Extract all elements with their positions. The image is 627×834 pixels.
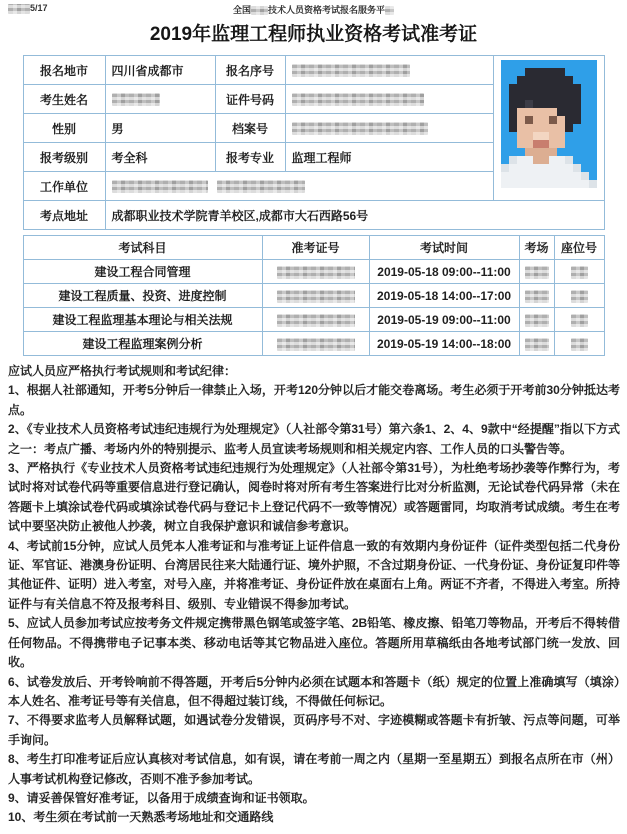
rule-item: 3、严格执行《专业技术人员资格考试违纪违规行为处理规定》（人社部令第31号），为杜绝考场抄袭等作弊行为，考试时将对试卷代码等重要信息进行登记确认，阅卷时将对所有考生答案进行比对分析监测，无论试卷代码异常（未在答题卡上填涂试卷代码或填涂试卷代码与登记卡上登记代码不一致等情况）或答题雷同，均取消考试成绩。考生在考试中要坚决防止被他人抄袭，树立自我保护意识和诚信参考意识。 (8, 461, 621, 534)
seat-no (554, 308, 604, 332)
platform-name (0, 3, 627, 16)
seat-no (554, 260, 604, 284)
room-no (519, 284, 554, 308)
redacted-file-no (292, 122, 428, 135)
exam-time: 2019-05-19 09:00--11:00 (369, 308, 519, 332)
candidate-name-label: 考生姓名 (23, 85, 105, 114)
ticket-no (262, 284, 369, 308)
applicant-photo (501, 60, 597, 188)
redacted-room (525, 338, 549, 351)
rule-item: 10、考生须在考试前一天熟悉考场地址和交通路线 (8, 810, 274, 825)
file-no-label: 档案号 (215, 114, 285, 143)
reg-no-value (285, 56, 493, 85)
rules-intro: 应试人员应严格执行考试规则和考试纪律： (8, 364, 237, 378)
ticket-no (262, 332, 369, 356)
seat-no (554, 332, 604, 356)
room-no (519, 308, 554, 332)
candidate-name-value (105, 85, 215, 114)
print-header (0, 0, 627, 14)
platform-name-part2: 技术人员资格考试报名服务平 (268, 5, 386, 15)
col-time: 考试时间 (369, 236, 519, 260)
seat-no (554, 284, 604, 308)
print-date-text: 5/17 (30, 3, 48, 13)
redacted-ticket-no (277, 266, 355, 279)
employer-value (105, 172, 493, 201)
redacted-seat (571, 266, 588, 279)
rule-item: 4、考试前15分钟，应试人员凭本人准考证和与准考证上证件信息一致的有效期内身份证件（证件类型包括二代身份证、军官证、港澳身份证明、台湾居民往来大陆通行证、境外护照，不含过期身份证、一代身份证、身份证复印件等其他证件、证明）进入考室，对号入座，并将准考证、身份证件放在桌面右上角。两证不齐者，不得进入考室。所持证件与有关信息不符及报考科目、级别、专业错误不得参加考试。 (8, 538, 621, 611)
platform-name-part1: 全国 (232, 5, 251, 15)
reg-city-label: 报名地市 (23, 56, 105, 85)
gender-value: 男 (105, 114, 215, 143)
exam-schedule-table (23, 235, 605, 356)
level-label: 报考级别 (23, 143, 105, 172)
exam-rules (8, 362, 620, 828)
subject: 建设工程质量、投资、进度控制 (23, 284, 262, 308)
room-no (519, 332, 554, 356)
info-table (23, 55, 605, 230)
page-title: 2019年监理工程师执业资格考试准考证 (149, 24, 478, 45)
col-seat: 座位号 (554, 236, 604, 260)
reg-no-label: 报名序号 (215, 56, 285, 85)
exam-row-1 (23, 260, 604, 284)
redacted-ticket-no (277, 338, 355, 351)
exam-time: 2019-05-19 14:00--18:00 (369, 332, 519, 356)
major-label: 报考专业 (215, 143, 285, 172)
rule-item: 6、试卷发放后、开考铃响前不得答题，开考后5分钟内必须在试题本和答题卡（纸）规定的位置上准确填写（填涂）本人姓名、准考证号等有关信息，但不得超过装订线，不得做任何标记。 (8, 674, 620, 708)
redacted-employer-2 (217, 180, 305, 193)
col-subject: 考试科目 (23, 236, 262, 260)
redacted-reg-no (292, 64, 410, 77)
col-room: 考场 (519, 236, 554, 260)
rule-item: 2、《专业技术人员资格考试违纪违规行为处理规定》（人社部令第31号）第六条1、2、4、9款中“经提醒”指以下方式之一：考点广播、考场内外的特别提示、监考人员宣读考场规则和相关规定内容、工作人员的口头警告等。 (8, 422, 620, 456)
subject: 建设工程合同管理 (23, 260, 262, 284)
id-no-label: 证件号码 (215, 85, 285, 114)
exam-time: 2019-05-18 14:00--17:00 (369, 284, 519, 308)
redacted-employer-1 (112, 180, 208, 193)
exam-row-3 (23, 308, 604, 332)
redacted-seat (571, 338, 588, 351)
redacted-room (525, 290, 549, 303)
rule-item: 5、应试人员参加考试应按考务文件规定携带黑色钢笔或签字笔、2B铅笔、橡皮擦、铅笔刀等物品，开考后不得转借任何物品。不得携带电子记事本类、移动电话等其它物品进入座位。答题所用草稿纸由各地考试部门统一发放、回收。 (8, 616, 620, 670)
ticket-no (262, 260, 369, 284)
info-row-reg-city (23, 56, 604, 85)
reg-city-value: 四川省成都市 (105, 56, 215, 85)
redacted-room (525, 314, 549, 327)
room-no (519, 260, 554, 284)
redacted-platform-word (251, 6, 268, 15)
redacted-seat (571, 290, 588, 303)
rule-item: 1、根据人社部通知，开考5分钟后一律禁止入场，开考120分钟以后才能交卷离场。考生必须于开考前30分钟抵达考点。 (8, 383, 620, 417)
rule-item: 9、请妥善保管好准考证，以备用于成绩查询和证书领取。 (8, 790, 315, 805)
employer-label: 工作单位 (23, 172, 105, 201)
file-no-value (285, 114, 493, 143)
redacted-ticket-no (277, 290, 355, 303)
redacted-ticket-no (277, 314, 355, 327)
major-value: 监理工程师 (285, 143, 493, 172)
site-label: 考点地址 (23, 201, 105, 230)
rule-item: 7、不得要求监考人员解释试题，如遇试卷分发错误，页码序号不对、字迹模糊或答题卡有折皱、污点等问题，可举手询问。 (8, 713, 620, 747)
redacted-room (525, 266, 549, 279)
exam-row-2 (23, 284, 604, 308)
redacted-name (112, 93, 160, 106)
gender-label: 性别 (23, 114, 105, 143)
subject: 建设工程监理基本理论与相关法规 (23, 308, 262, 332)
redacted-platform-tail (385, 6, 394, 15)
exam-time: 2019-05-18 09:00--11:00 (369, 260, 519, 284)
id-no-value (285, 85, 493, 114)
exam-row-4 (23, 332, 604, 356)
exam-header-row (23, 236, 604, 260)
col-ticket-no: 准考证号 (262, 236, 369, 260)
info-row-site (23, 201, 604, 230)
redacted-seat (571, 314, 588, 327)
level-value: 考全科 (105, 143, 215, 172)
photo-cell (493, 56, 604, 201)
redacted-id-no (292, 93, 424, 106)
rule-item: 8、考生打印准考证后应认真核对考试信息，如有误，请在考前一周之内（星期一至星期五）到报名点所在市（州）人事考试机构登记修改，否则不准予参加考试。 (8, 752, 620, 786)
ticket-no (262, 308, 369, 332)
site-value: 成都职业技术学院青羊校区,成都市大石西路56号 (105, 201, 604, 230)
subject: 建设工程监理案例分析 (23, 332, 262, 356)
